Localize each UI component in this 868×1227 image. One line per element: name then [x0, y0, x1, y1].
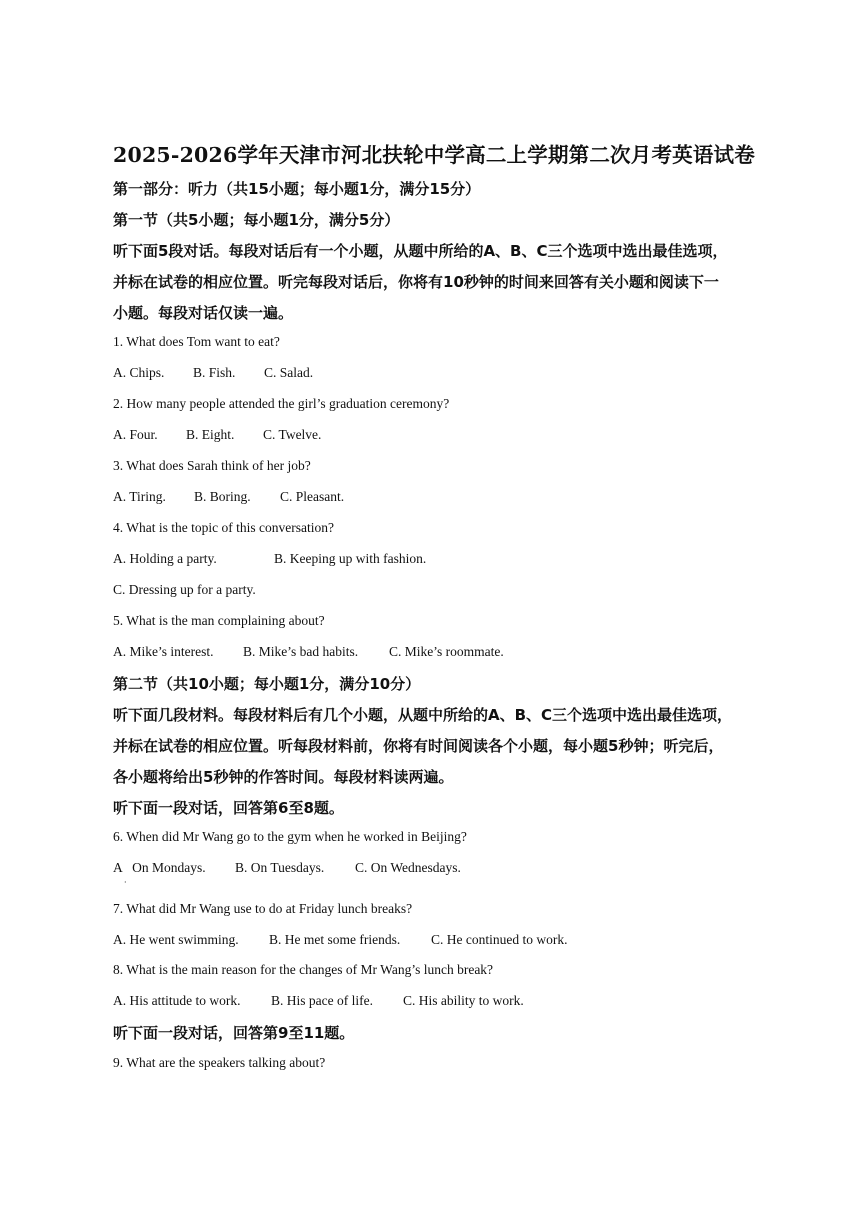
option-a: A. Holding a party. — [113, 551, 217, 566]
section2-instructions-line2: 并标在试卷的相应位置。听每段材料前，你将有时间阅读各个小题，每小题5秒钟；听完后， — [113, 737, 724, 755]
option-c: C. Twelve. — [263, 427, 322, 442]
question-5-options — [113, 644, 504, 660]
question-6: 6. When did Mr Wang go to the gym when he worked in Beijing? — [113, 829, 467, 844]
option-a: A. Tiring. — [113, 489, 166, 504]
question-9: 9. What are the speakers talking about? — [113, 1055, 326, 1070]
section1-instructions-line2: 并标在试卷的相应位置。听完每段对话后，你将有10秒钟的时间来回答有关小题和阅读下一 — [113, 273, 719, 291]
option-b: B. Mike’s bad habits. — [243, 644, 359, 659]
question-6-options — [113, 860, 461, 876]
question-8: 8. What is the main reason for the changes of Mr Wang’s lunch break? — [113, 962, 494, 977]
option-c: C. On Wednesdays. — [355, 860, 461, 875]
option-b: B. Keeping up with fashion. — [274, 551, 427, 566]
question-3: 3. What does Sarah think of her job? — [113, 458, 311, 473]
question-5: 5. What is the man complaining about? — [113, 613, 325, 628]
question-4: 4. What is the topic of this conversation? — [113, 520, 334, 535]
stray-dot: · — [124, 878, 127, 887]
part1-heading: 第一部分：听力（共15小题；每小题1分，满分15分） — [113, 180, 481, 198]
option-c: C. His ability to work. — [403, 993, 524, 1008]
dialog-6-8-heading: 听下面一段对话，回答第6至8题。 — [113, 799, 344, 817]
option-a: A On Mondays. — [113, 860, 206, 875]
section2-instructions-line1: 听下面几段材料。每段材料后有几个小题，从题中所给的A、B、C三个选项中选出最佳选项， — [113, 706, 733, 724]
section1-heading: 第一节（共5小题；每小题1分，满分5分） — [113, 211, 400, 229]
question-2: 2. How many people attended the girl’s graduation ceremony? — [113, 396, 450, 411]
question-4-option-c: C. Dressing up for a party. — [113, 582, 256, 597]
option-c: C. Salad. — [264, 365, 314, 380]
option-c: C. Mike’s roommate. — [389, 644, 504, 659]
question-7: 7. What did Mr Wang use to do at Friday lunch breaks? — [113, 901, 413, 916]
option-a: A. Four. — [113, 427, 158, 442]
option-b: B. His pace of life. — [271, 993, 373, 1008]
option-b: B. On Tuesdays. — [235, 860, 325, 875]
section2-instructions-line3: 各小题将给出5秒钟的作答时间。每段材料读两遍。 — [113, 768, 454, 786]
question-4-options — [113, 551, 426, 567]
option-a: A. He went swimming. — [113, 932, 239, 947]
section1-instructions-line1: 听下面5段对话。每段对话后有一个小题，从题中所给的A、B、C三个选项中选出最佳选项， — [113, 242, 728, 260]
dialog-9-11-heading: 听下面一段对话，回答第9至11题。 — [113, 1024, 355, 1042]
section2-heading: 第二节（共10小题；每小题1分，满分10分） — [113, 675, 421, 693]
option-c: C. He continued to work. — [431, 932, 568, 947]
option-b: B. Boring. — [194, 489, 251, 504]
question-1-options — [113, 365, 313, 381]
option-c: C. Pleasant. — [280, 489, 345, 504]
option-b: B. Fish. — [193, 365, 236, 380]
option-b: B. He met some friends. — [269, 932, 401, 947]
question-7-options — [113, 932, 567, 948]
option-a: A. His attitude to work. — [113, 993, 241, 1008]
section1-instructions-line3: 小题。每段对话仅读一遍。 — [113, 304, 294, 322]
option-b: B. Eight. — [186, 427, 235, 442]
option-a: A. Mike’s interest. — [113, 644, 214, 659]
page-title: 2025-2026学年天津市河北扶轮中学高二上学期第二次月考英语试卷 — [113, 143, 755, 167]
question-1: 1. What does Tom want to eat? — [113, 334, 280, 349]
question-3-options — [113, 489, 344, 505]
question-8-options — [113, 993, 524, 1009]
option-a: A. Chips. — [113, 365, 165, 380]
question-2-options — [113, 427, 321, 443]
